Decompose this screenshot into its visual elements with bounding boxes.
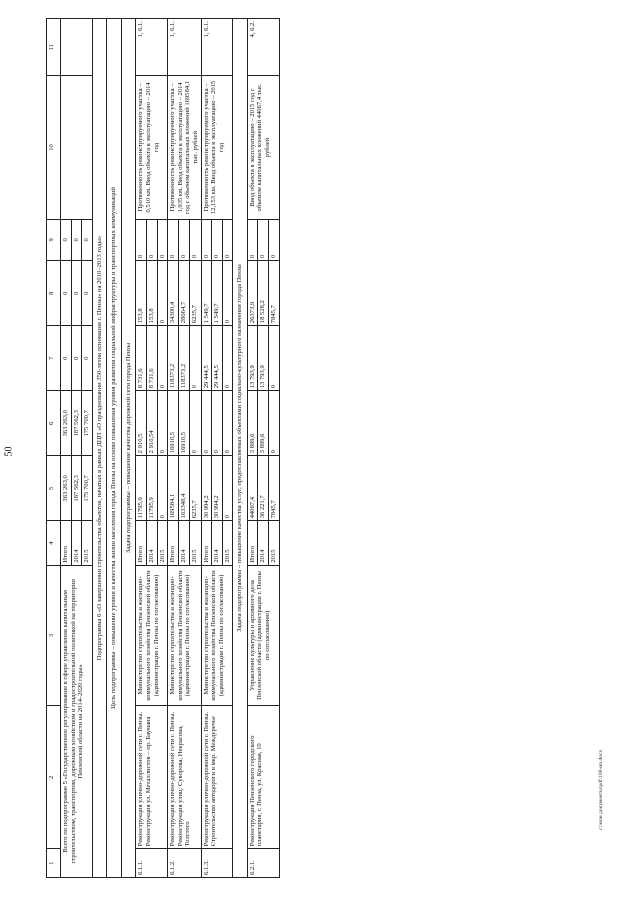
col-num-11: 11 (47, 19, 61, 76)
col-num-7: 7 (47, 326, 61, 391)
item-ref: 1, 6.1. (168, 19, 201, 76)
cell-value: 0 (157, 219, 168, 261)
subprogram-title-row (92, 19, 107, 878)
cell-label: 2015 (82, 521, 93, 565)
cell-label: Итого (61, 521, 72, 565)
item-name: Реконструкция улично-дорожной сети г. Пензы. Реконструкция ул. Металлистов – пр. Баумана (136, 706, 168, 849)
cell-value: 118373,2 (168, 326, 179, 391)
cell-value: 0 (190, 326, 201, 391)
cell-value: 0 (222, 326, 233, 391)
item-result: Протяженность реконструируемого участка – 12,153 км. Ввод объекта в эксплуатацию – 2015 год (201, 76, 233, 219)
cell-value: 44067,4 (247, 456, 258, 521)
col-num-5: 5 (47, 456, 61, 521)
cell-value: 0 (157, 261, 168, 326)
item-executor: Министерство строительства и жилищно-коммунального хозяйства Пензенской области (администрация г. Пензы по согласованию) (201, 565, 233, 706)
cell-value: 0 (179, 219, 190, 261)
cell-value: 1 549,7 (201, 261, 212, 326)
cell-value: 0 (61, 219, 72, 261)
col-num-1: 1 (47, 849, 61, 878)
cell-value: 36 221,7 (258, 456, 269, 521)
item-number: 6.1.1. (136, 849, 168, 878)
cell-value: 0 (61, 261, 72, 326)
subprogram-6-title: Подпрограмма 6 «О завершении строительства объектов, начатых в рамках ДЦП «О праздновании 350-летия основания г. Пензы» на 2010–2013 годы» (92, 19, 107, 878)
cell-value: 0 (71, 219, 82, 261)
cell-value: 7845,7 (268, 261, 279, 326)
cell-value: 0 (136, 219, 147, 261)
cell-label: Итого (136, 521, 147, 565)
cell-empty (61, 19, 93, 76)
cell-value: 0 (268, 219, 279, 261)
cell-value: 11795,9 (147, 456, 158, 521)
goal-text: Цель подпрограммы – повышение уровня и качества жизни населения города Пензы на основе повышения уровня развития социальной инфраструктуры и транспортных коммуникаций (107, 19, 122, 878)
cell-value: 0 (147, 219, 158, 261)
rotated-table-area (46, 18, 586, 878)
item-executor: Министерство строительства и жилищно-коммунального хозяйства Пензенской области (администрация г. Пензы по согласованию) (168, 565, 201, 706)
cell-value: 0 (247, 219, 258, 261)
cell-value: 0 (71, 326, 82, 391)
cell-value: 16910,5 (179, 391, 190, 456)
cell-value: 2 910,5 (136, 391, 147, 456)
col-num-10: 10 (47, 76, 61, 219)
cell-value: 7845,7 (268, 456, 279, 521)
cell-value: 1 549,7 (212, 261, 223, 326)
cell-value: 0 (190, 219, 201, 261)
cell-value: 28064,7 (179, 261, 190, 326)
cell-value: 34300,4 (168, 261, 179, 326)
cell-value: 16910,5 (168, 391, 179, 456)
cell-value: 0 (222, 456, 233, 521)
item-ref: 1, 6.1. (201, 19, 233, 76)
item-name: Реконструкция улично-дорожной сети г. Пензы. Строительство автодороги в мкр. Междуречье (201, 706, 233, 849)
cell-value: 0 (222, 261, 233, 326)
item-executor: Управление культуры и архивного дела Пензенской области (администрация г. Пензы по согласованию) (247, 565, 279, 706)
cell-value: 0 (268, 326, 279, 391)
cell-value: 2 910,54 (147, 391, 158, 456)
cell-value: 187 562,3 (71, 456, 82, 521)
item-number: 6.1.2. (168, 849, 201, 878)
column-number-row (47, 19, 61, 878)
cell-label: 2014 (212, 521, 223, 565)
cell-value: 363 263,0 (61, 456, 72, 521)
item-ref: 4, 6.2. (247, 19, 279, 76)
cell-value: 0 (157, 391, 168, 456)
cell-value: 13 793,9 (258, 326, 269, 391)
cell-value: 0 (222, 219, 233, 261)
col-num-6: 6 (47, 391, 61, 456)
cell-label: 2014 (71, 521, 82, 565)
total-row (61, 19, 72, 878)
cell-value: 11795,9 (136, 456, 147, 521)
cell-value: 0 (201, 219, 212, 261)
cell-value: 18 528,2 (258, 261, 269, 326)
cell-value: 0 (82, 219, 93, 261)
cell-value: 153,8 (147, 261, 158, 326)
cell-value: 163348,4 (179, 456, 190, 521)
task-row (121, 19, 136, 878)
cell-value: 29 444,5 (212, 326, 223, 391)
cell-label: 2015 (190, 521, 201, 565)
cell-value: 3 899,6 (247, 391, 258, 456)
cell-value: 30 994,2 (201, 456, 212, 521)
item-result: Протяженность реконструируемого участка – 0,510 км. Ввод объекта в эксплуатацию – 2014 год (136, 76, 168, 219)
cell-empty (61, 76, 93, 219)
cell-value: 6235,7 (190, 456, 201, 521)
cell-value: 153,8 (136, 261, 147, 326)
cell-value: 0 (61, 326, 72, 391)
cell-value: 169584,1 (168, 456, 179, 521)
cell-value: 13 793,9 (247, 326, 258, 391)
cell-value: 30 994,2 (212, 456, 223, 521)
cell-value: 0 (212, 391, 223, 456)
item-number: 6.2.1. (247, 849, 279, 878)
cell-value: 0 (82, 326, 93, 391)
total-sub5-text: Всего по подпрограмме 5 «Государственное регулирование в сфере управления капитальным строительством, транспортом, дорожным хозяйством и градостроительной политикой на территории Пензенской области на 2014–2020 годы» (61, 565, 93, 877)
table-row (136, 19, 147, 878)
cell-value: 118373,2 (179, 326, 190, 391)
item-ref: 1, 6.1. (136, 19, 168, 76)
cell-value: 0 (222, 391, 233, 456)
item-name: Реконструкция улично-дорожной сети г. Пензы. Реконструкция улиц: Суворова, Некрасова, Толстого (168, 706, 201, 849)
item-result: Ввод объекта в эксплуатацию – 2015 год с объемом капитальных вложений 44067,4 тыс. рублей (247, 76, 279, 219)
cell-value: 0 (258, 219, 269, 261)
col-num-3: 3 (47, 565, 61, 706)
item-name: Реконструкция Пензенского городского планетария, г. Пенза, ул. Красная, 10 (247, 706, 279, 849)
cell-value: 0 (212, 219, 223, 261)
col-num-2: 2 (47, 706, 61, 849)
cell-label: Итого (168, 521, 179, 565)
cell-value: 29 444,5 (201, 326, 212, 391)
task-2-text: Задача подпрограммы – повышение качества услуг, предоставляемых объектами социально-культурного назначения города Пензы (233, 19, 248, 878)
cell-value: 0 (71, 261, 82, 326)
cell-value: 6235,7 (190, 261, 201, 326)
table-row (168, 19, 179, 878)
cell-value: 8 731,6 (147, 326, 158, 391)
cell-label: Итого (201, 521, 212, 565)
cell-label: 2015 (222, 521, 233, 565)
footer-file-path: c:\мои документы\pdf\100-ип.docx (598, 749, 604, 830)
cell-value: 363 263,0 (61, 391, 72, 456)
cell-label: 2015 (157, 521, 168, 565)
cell-value: 8 731,6 (136, 326, 147, 391)
task-row (233, 19, 248, 878)
page-number: 50 (3, 446, 15, 457)
cell-label: 2014 (147, 521, 158, 565)
cell-label: 2014 (179, 521, 190, 565)
cell-label: 2014 (258, 521, 269, 565)
landscape-table-container (46, 18, 586, 878)
cell-value: 0 (268, 391, 279, 456)
table-row (201, 19, 212, 878)
cell-value: 175 700,7 (82, 456, 93, 521)
cell-value: 0 (157, 456, 168, 521)
cell-value: 3 899,6 (258, 391, 269, 456)
cell-value: 187 562,3 (71, 391, 82, 456)
cell-value: 175 700,7 (82, 391, 93, 456)
cell-value: 0 (157, 326, 168, 391)
task-1-text: Задача подпрограммы – повышение качества дорожной сети города Пензы (121, 19, 136, 878)
cell-value: 0 (168, 219, 179, 261)
program-table (46, 18, 280, 878)
item-result: Протяженность реконструируемого участка – 1,935 км. Ввод объекта в эксплуатацию – 2014 год с объемом капитальных вложений 169584,1 тыс. рублей (168, 76, 201, 219)
col-num-8: 8 (47, 261, 61, 326)
item-number: 6.1.3. (201, 849, 233, 878)
cell-label: Итого (247, 521, 258, 565)
cell-value: 0 (82, 261, 93, 326)
cell-label: 2015 (268, 521, 279, 565)
cell-value: 0 (190, 391, 201, 456)
col-num-4: 4 (47, 521, 61, 565)
cell-value: 26373,9 (247, 261, 258, 326)
item-executor: Министерство строительства и жилищно-коммунального хозяйства Пензенской области (администрация г. Пензы по согласованию) (136, 565, 168, 706)
table-row (247, 19, 258, 878)
col-num-9: 9 (47, 219, 61, 261)
cell-value: 0 (201, 391, 212, 456)
goal-row (107, 19, 122, 878)
